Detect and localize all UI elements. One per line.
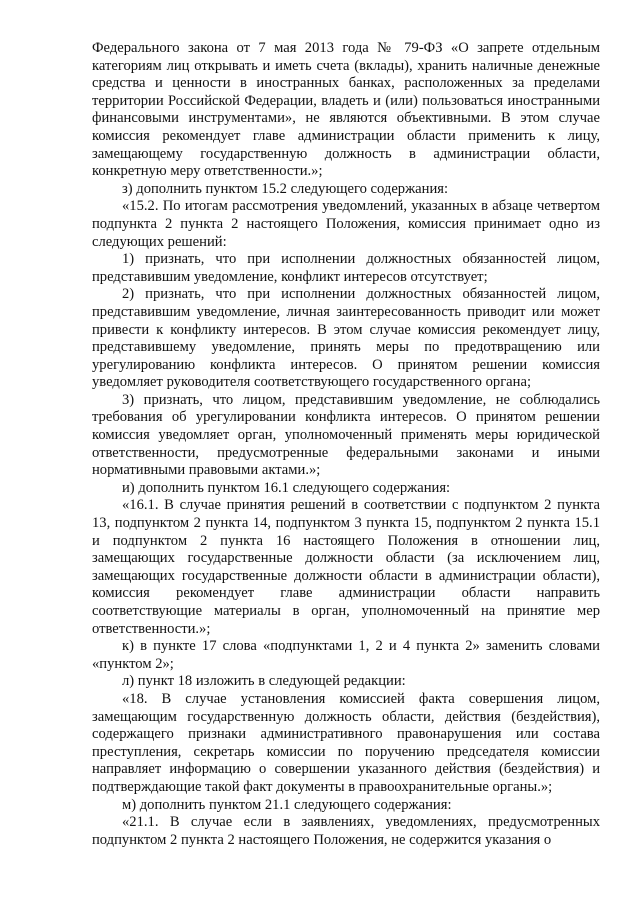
paragraph-7: и) дополнить пунктом 16.1 следующего содержания: bbox=[122, 479, 451, 496]
paragraph-10: л) пункт 18 изложить в следующей редакции: bbox=[122, 673, 406, 690]
paragraph-6: 3) признать, что лицом, представившим уведомление, не соблюдались требования об урегулировании конфликта интересов. О принятом решении комиссия уведомляет орган, уполномоченный применять меры юридической ответственности, предусмотренные федеральными законами и иными нормативными правовыми актами.»; bbox=[92, 391, 600, 479]
paragraph-1: Федерального закона от 7 мая 2013 года № 79-ФЗ «О запрете отдельным категориям лиц открывать и иметь счета (вклады), хранить наличные денежные средства и ценности в иностранных банках, расположенных за пределами территории Российской Федерации, владеть и (или) пользоваться иностранными финансовыми инструментами», не являются объективными. В этом случае комиссия рекомендует главе администрации области применить к лицу, замещающему государственную должность в администрации области, конкретную меру ответственности.»; bbox=[92, 40, 600, 180]
paragraph-8: «16.1. В случае принятия решений в соответствии с подпунктом 2 пункта 13, подпунктом 2 пункта 14, подпунктом 3 пункта 15, подпунктом 2 пункта 15.1 и подпунктом 2 пункта 16 настоящего Положения в отношении лиц, замещающих государственные должности области (за исключением лиц, замещающих государственные должности области в администрации области), комиссия рекомендует главе администрации области направить соответствующие материалы в орган, уполномоченный на принятие мер ответственности.»; bbox=[92, 497, 600, 637]
paragraph-2: з) дополнить пунктом 15.2 следующего содержания: bbox=[122, 180, 449, 197]
paragraph-3: «15.2. По итогам рассмотрения уведомлений, указанных в абзаце четвертом подпункта 2 пункта 2 настоящего Положения, комиссия принимает одно из следующих решений: bbox=[92, 198, 600, 250]
paragraph-4: 1) признать, что при исполнении должностных обязанностей лицом, представившим уведомление, конфликт интересов отсутствует; bbox=[92, 251, 600, 285]
document-page bbox=[92, 40, 600, 849]
paragraph-13: «21.1. В случае если в заявлениях, уведомлениях, предусмотренных подпунктом 2 пункта 2 настоящего Положения, не содержится указания о bbox=[92, 814, 600, 848]
paragraph-12: м) дополнить пунктом 21.1 следующего содержания: bbox=[122, 796, 452, 813]
paragraph-9: к) в пункте 17 слова «подпунктами 1, 2 и 4 пункта 2» заменить словами «пунктом 2»; bbox=[92, 638, 600, 672]
paragraph-11: «18. В случае установления комиссией факта совершения лицом, замещающим государственную должность области, действия (бездействия), содержащего признаки административного правонарушения или состава преступления, секретарь комиссии по поручению председателя комиссии направляет информацию о совершении указанного действия (бездействия) и подтверждающие такой факт документы в правоохранительные органы.»; bbox=[92, 690, 600, 795]
paragraph-5: 2) признать, что при исполнении должностных обязанностей лицом, представившим уведомление, личная заинтересованность приводит или может привести к конфликту интересов. В этом случае комиссия рекомендует лицу, представившему уведомление, принять меры по предотвращению или урегулированию конфликта интересов. О принятом решении комиссия уведомляет руководителя соответствующего государственного органа; bbox=[92, 286, 600, 391]
